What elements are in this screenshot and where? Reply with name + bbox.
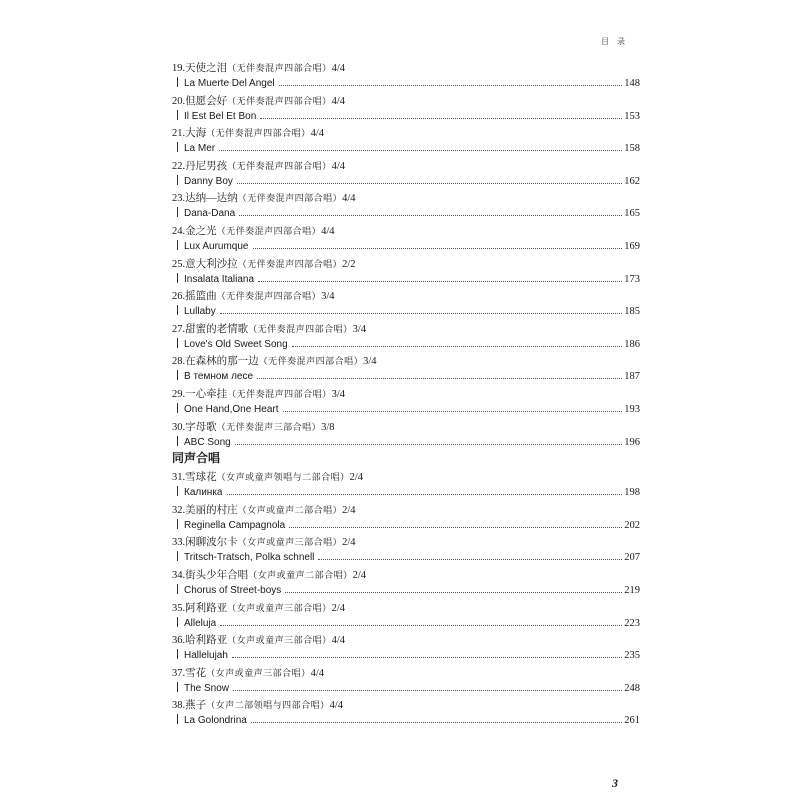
entry-subtitle-line [172,648,640,664]
entry-original-title: La Golondrina [184,715,247,727]
indent-bar [177,519,178,529]
entry-title-line [172,321,640,337]
indent-bar [177,338,178,348]
toc-entry[interactable] [172,223,640,256]
entry-page-number: 223 [624,617,640,629]
entry-title: 26.摇篮曲 [172,291,217,303]
entry-annotation: （无伴奏混声四部合唱） [227,95,332,106]
entry-meter: 4/4 [331,635,346,647]
entry-title: 31.雪球花 [172,472,217,484]
entry-title: 35.阿利路亚 [172,602,228,614]
dot-leader [292,345,623,347]
entry-page-number: 165 [624,208,640,220]
entry-meter: 2/4 [352,569,367,581]
entry-title-line [172,632,640,648]
entry-original-title: Lux Aurumque [184,240,249,252]
entry-subtitle-line [172,402,640,418]
entry-annotation: （女声二部领唱与四部合唱） [206,700,330,711]
entry-meter: 4/4 [310,128,325,140]
dot-leader [220,312,623,314]
entry-title: 22.丹尼男孩 [172,160,228,172]
entry-page-number: 153 [624,110,640,122]
entry-title: 24.金之光 [172,225,217,237]
entry-annotation: （无伴奏混声四部合唱） [227,160,332,171]
entry-title: 30.字母歌 [172,421,217,433]
entry-original-title: Chorus of Street-boys [184,584,282,596]
indent-bar [177,486,178,496]
indent-bar [177,682,178,692]
entry-subtitle-line [172,435,640,451]
entry-title: 27.甜蜜的老情歌 [172,323,249,335]
indent-bar [177,370,178,380]
entry-title-line [172,567,640,583]
toc-entry[interactable] [172,288,640,321]
entry-title: 38.燕子 [172,700,207,712]
entry-subtitle-line [172,616,640,632]
entry-original-title: Tritsch-Tratsch, Polka schnell [184,552,315,564]
dot-leader [227,493,623,495]
entry-title-line [172,502,640,518]
indent-bar [177,77,178,87]
table-of-contents [172,60,640,730]
entry-subtitle-line [172,304,640,320]
entry-subtitle-line [172,141,640,157]
indent-bar [177,649,178,659]
entry-original-title: Love's Old Sweet Song [184,338,288,350]
entry-page-number: 162 [624,175,640,187]
entry-original-title: ABC Song [184,436,231,448]
entry-meter: 2/4 [342,504,356,516]
entry-original-title: Dana-Dana [184,208,236,220]
toc-entry[interactable] [172,534,640,567]
entry-original-title: La Mer [184,143,216,155]
entry-page-number: 248 [624,682,640,694]
entry-subtitle-line [172,206,640,222]
entry-subtitle-line [172,337,640,353]
entry-subtitle-line [172,583,640,599]
dot-leader [239,214,622,216]
entry-subtitle-line [172,76,640,92]
entry-subtitle-line [172,272,640,288]
entry-page-number: 158 [624,143,640,155]
entry-title-line [172,469,640,485]
dot-leader [285,591,622,593]
entry-title-line [172,600,640,616]
entry-title: 19.天使之泪 [172,63,228,74]
entry-original-title: Alleluja [184,617,217,629]
entry-page-number: 148 [624,78,640,89]
entry-meter: 2/2 [342,258,356,270]
entry-page-number: 193 [624,403,640,415]
entry-annotation: （无伴奏混声四部合唱） [216,225,322,236]
entry-annotation: （女声或童声二部合唱） [237,504,343,515]
entry-meter: 3/4 [331,388,346,400]
entry-original-title: Danny Boy [184,175,233,187]
dot-leader [279,84,623,86]
entry-page-number: 198 [624,487,640,499]
entry-title-line [172,353,640,369]
dot-leader [318,558,622,560]
entry-page-number: 187 [624,371,640,383]
toc-entry[interactable] [172,158,640,191]
dot-leader [232,656,622,658]
indent-bar [177,714,178,724]
indent-bar [177,436,178,446]
toc-entry[interactable] [172,60,640,93]
toc-entry[interactable] [172,697,640,730]
indent-bar [177,175,178,185]
entry-page-number: 207 [624,552,640,564]
entry-page-number: 235 [624,650,640,662]
entry-subtitle-line [172,174,640,190]
entry-subtitle-line [172,681,640,697]
entry-original-title: One Hand,One Heart [184,403,279,415]
entry-title-line [172,223,640,239]
entry-title-line [172,288,640,304]
indent-bar [177,551,178,561]
indent-bar [177,142,178,152]
entry-meter: 4/4 [331,160,346,172]
entry-annotation: （无伴奏混声四部合唱） [216,291,322,302]
toc-entry[interactable] [172,469,640,502]
entry-page-number: 219 [624,584,640,596]
entry-title-line [172,158,640,174]
entry-annotation: （无伴奏混声三部合唱） [216,421,322,432]
entry-annotation: （女声或童声三部合唱） [227,635,332,646]
toc-entry[interactable] [172,321,640,354]
entry-title: 34.街头少年合唱 [172,569,249,581]
entry-original-title: The Snow [184,682,230,694]
entry-title: 36.哈利路亚 [172,635,228,647]
entry-page-number: 196 [624,436,640,448]
indent-bar [177,110,178,120]
entry-annotation: （女声或童声二部合唱） [248,569,353,580]
entry-title: 28.在森林的那一边 [172,356,259,368]
entry-title: 21.大海 [172,128,207,140]
toc-entry[interactable] [172,256,640,289]
entry-title-line [172,190,640,206]
entry-title-line [172,665,640,681]
indent-bar [177,617,178,627]
entry-page-number: 202 [624,519,640,531]
entry-page-number: 169 [624,240,640,252]
toc-entry[interactable] [172,93,640,126]
dot-leader [253,247,623,249]
entry-title: 20.但愿会好 [172,95,228,107]
entry-title-line [172,125,640,141]
entry-original-title: Insalata Italiana [184,273,255,285]
indent-bar [177,403,178,413]
indent-bar [177,207,178,217]
entry-original-title: Калинка [184,487,223,499]
indent-bar [177,584,178,594]
running-header: 目 录 [601,37,628,46]
dot-leader [219,149,622,151]
entry-title-line [172,93,640,109]
dot-leader [220,624,622,626]
entry-original-title: Lullaby [184,306,216,318]
toc-entry[interactable] [172,353,640,386]
toc-entry[interactable] [172,125,640,158]
entry-page-number: 185 [624,306,640,318]
entry-meter: 4/4 [342,193,356,205]
entry-title: 25.意大利沙拉 [172,258,238,270]
entry-subtitle-line [172,550,640,566]
entry-subtitle-line [172,109,640,125]
entry-original-title: Hallelujah [184,650,228,662]
dot-leader [260,117,622,119]
dot-leader [257,377,622,379]
entry-title-line [172,386,640,402]
entry-subtitle-line [172,713,640,729]
entry-original-title: La Muerte Del Angel [184,78,275,89]
entry-annotation: （女声或童声三部合唱） [227,602,332,613]
dot-leader [235,443,623,445]
entry-annotation: （无伴奏混声四部合唱） [258,356,364,367]
entry-meter: 3/4 [352,323,367,335]
entry-title-line [172,419,640,435]
entry-page-number: 173 [624,273,640,285]
entry-title-line [172,534,640,550]
entry-meter: 2/4 [331,602,346,614]
entry-meter: 2/4 [349,472,364,484]
dot-leader [237,182,622,184]
toc-entry[interactable] [172,502,640,535]
entry-annotation: （女声或童声三部合唱） [206,667,311,678]
entry-subtitle-line [172,239,640,255]
toc-entry[interactable] [172,190,640,223]
entry-meter: 4/4 [321,225,335,237]
toc-entry[interactable] [172,665,640,698]
entry-annotation: （无伴奏混声四部合唱） [237,258,343,269]
entry-annotation: （女声或童声三部合唱） [237,537,343,548]
entry-meter: 3/4 [321,291,335,303]
entry-original-title: Reginella Campagnola [184,519,286,531]
indent-bar [177,240,178,250]
entry-title: 23.达纳—达纳 [172,193,238,205]
entry-meter: 4/4 [310,667,325,679]
entry-annotation: （女声或童声领唱与二部合唱） [216,472,350,483]
entry-original-title: В темном лесе [184,371,254,383]
page-number: 3 [612,776,618,790]
entry-title: 32.美丽的村庄 [172,504,238,516]
entry-subtitle-line [172,485,640,501]
entry-subtitle-line [172,369,640,385]
entry-page-number: 186 [624,338,640,350]
toc-entry[interactable] [172,386,640,419]
entry-meter: 3/8 [321,421,335,433]
section-heading: 同声合唱 [172,451,221,466]
entry-meter: 4/4 [331,95,346,107]
dot-leader [258,280,622,282]
entry-meter: 4/4 [331,63,346,74]
entry-title: 29.一心牵挂 [172,388,228,400]
indent-bar [177,305,178,315]
entry-annotation: （无伴奏混声四部合唱） [248,323,353,334]
entry-title-line [172,60,640,76]
entry-original-title: Il Est Bel Et Bon [184,110,257,122]
entry-meter: 3/4 [363,356,377,368]
entry-meter: 2/4 [342,537,356,549]
toc-entry[interactable] [172,600,640,633]
entry-annotation: （无伴奏混声四部合唱） [227,388,332,399]
toc-entry[interactable] [172,632,640,665]
entry-subtitle-line [172,518,640,534]
entry-annotation: （无伴奏混声四部合唱） [206,128,311,139]
dot-leader [251,721,622,723]
dot-leader [233,689,622,691]
entry-title-line [172,697,640,713]
entry-meter: 4/4 [329,700,344,712]
toc-entry[interactable] [172,419,640,452]
entry-annotation: （无伴奏混声四部合唱） [227,63,332,73]
toc-entry[interactable] [172,567,640,600]
dot-leader [283,410,623,412]
entry-title-line [172,256,640,272]
entry-title: 37.雪花 [172,667,207,679]
entry-annotation: （无伴奏混声四部合唱） [237,193,343,204]
dot-leader [289,526,622,528]
entry-title: 33.闲聊波尔卡 [172,537,238,549]
indent-bar [177,273,178,283]
entry-page-number: 261 [624,715,640,727]
